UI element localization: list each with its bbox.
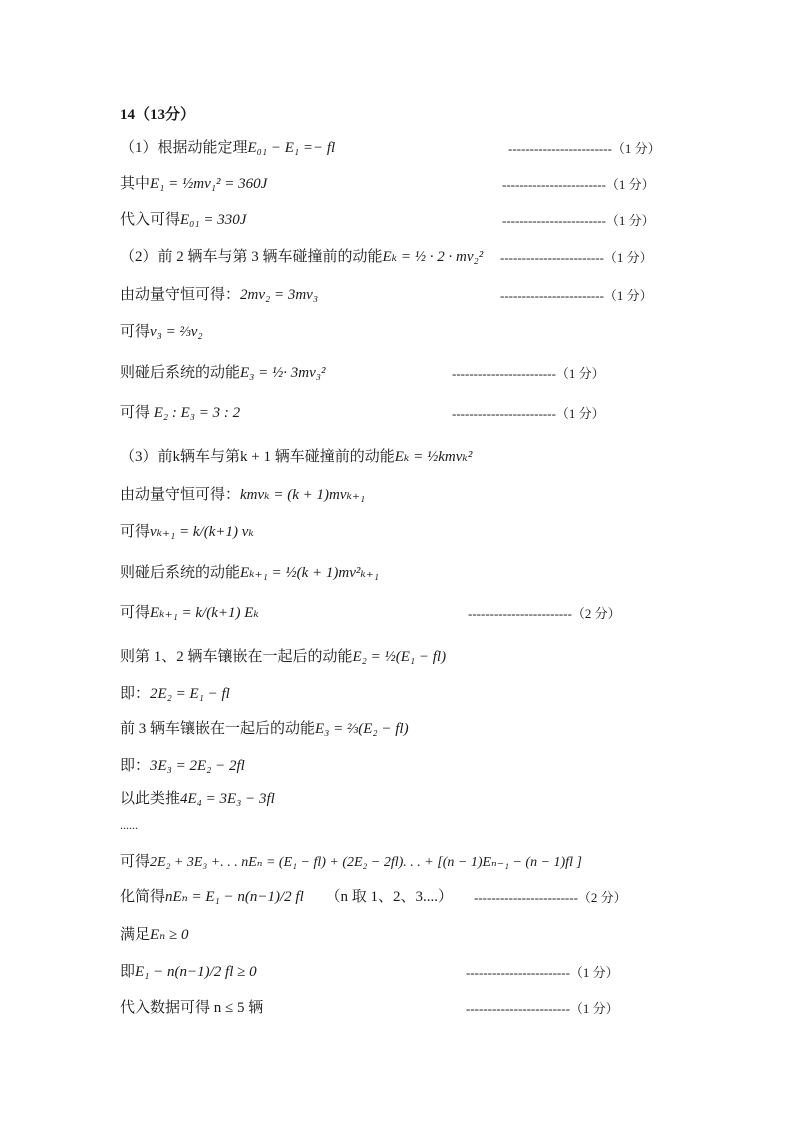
line-text: 代入数据可得 n ≤ 5 辆 [120, 1000, 264, 1016]
score-21: ------------------------（2 分） [474, 890, 627, 905]
line-text: 由动量守恒可得： [120, 287, 241, 303]
solution-line-12 [120, 561, 680, 582]
solution-line-16 [120, 717, 680, 738]
score-3: ------------------------（1 分） [502, 213, 655, 228]
line-text: 即 [120, 964, 136, 980]
line-math: E₁ = ½mv₁² = 360J [150, 176, 268, 192]
line-math: E₀₁ − E₁ =− fl [247, 140, 336, 156]
line-math: Eₖ = ½ · 2 · mv₂² [382, 249, 484, 265]
line-text: 代入可得 [120, 212, 181, 228]
line-text: （3）前k辆车与第k + 1 辆车碰撞前的动能 [120, 449, 395, 465]
line-math: nEₙ = E₁ − n(n−1)/2 fl [165, 889, 304, 905]
line-math: v₃ = ⅔v₂ [150, 324, 203, 340]
line-text: 则第 1、2 辆车镶嵌在一起后的动能 [120, 649, 353, 665]
line-text: （2）前 2 辆车与第 3 辆车碰撞前的动能 [120, 249, 383, 265]
line-text: 可得 [120, 854, 151, 870]
score-8: ------------------------（1 分） [452, 406, 605, 421]
solution-line-15 [120, 682, 680, 703]
line-text: 则碰后系统的动能 [120, 565, 241, 581]
line-math: 3E₃ = 2E₂ − 2fl [150, 758, 245, 774]
line-math: E₃ = ½· 3mv₃² [240, 365, 326, 381]
line-math: Eₙ ≥ 0 [150, 927, 189, 943]
solution-line-6 [120, 320, 680, 341]
line-text: 化简得 [120, 889, 166, 905]
n-range-note: （n 取 1、2、3....） [325, 889, 454, 905]
line-text: 可得 [120, 524, 151, 540]
score-24: ------------------------（1 分） [466, 1001, 619, 1016]
line-text: 可得 [120, 405, 154, 421]
line-math: 2E₂ = E₁ − fl [150, 686, 230, 702]
score-13: ------------------------（2 分） [468, 606, 621, 621]
line-math: Eₖ₊₁ = k/(k+1) Eₖ [150, 605, 259, 621]
solution-line-22 [120, 923, 680, 944]
line-text: 以此类推 [120, 791, 181, 807]
score-1: ------------------------（1 分） [508, 141, 661, 156]
solution-line-19 [120, 818, 680, 833]
line-text: 可得 [120, 605, 151, 621]
line-math: E₂ = ½(E₁ − fl) [352, 649, 447, 665]
score-2: ------------------------（1 分） [502, 177, 655, 192]
title: 14（13分） [120, 107, 196, 123]
solution-line-18 [120, 787, 680, 808]
line-text: 即： [120, 758, 151, 774]
line-text: 即： [120, 686, 151, 702]
line-math: Eₖ₊₁ = ½(k + 1)mv²ₖ₊₁ [240, 565, 380, 581]
line-math: kmvₖ = (k + 1)mvₖ₊₁ [240, 487, 366, 503]
line-math: 4E₄ = 3E₃ − 3fl [180, 791, 275, 807]
line-math: E₂ : E₃ = 3 : 2 [153, 405, 241, 421]
line-text: 可得 [120, 324, 151, 340]
line-text: 由动量守恒可得： [120, 487, 241, 503]
line-text: ...... [120, 818, 138, 832]
score-23: ------------------------（1 分） [466, 965, 619, 980]
solution-line-11 [120, 520, 680, 541]
line-math: Eₖ = ½kmvₖ² [394, 449, 473, 465]
line-math: vₖ₊₁ = k/(k+1) vₖ [150, 524, 254, 540]
line-math: 2mv₂ = 3mv₃ [240, 287, 319, 303]
solution-line-14 [120, 645, 680, 666]
solution-line-17 [120, 754, 680, 775]
line-text: （1）根据动能定理 [120, 140, 248, 156]
solution-line-9 [120, 445, 680, 466]
solution-line-10 [120, 483, 680, 504]
line-text: 前 3 辆车镶嵌在一起后的动能 [120, 721, 316, 737]
line-math: E₃ = ⅔(E₂ − fl) [315, 721, 409, 737]
solution-line-20 [120, 850, 720, 871]
line-text: 满足 [120, 927, 151, 943]
line-math: E₀₁ = 330J [180, 212, 247, 228]
line-math: E₁ − n(n−1)/2 fl ≥ 0 [135, 964, 257, 980]
line-text: 则碰后系统的动能 [120, 365, 241, 381]
line-text: 其中 [120, 176, 151, 192]
score-5: ------------------------（1 分） [500, 288, 653, 303]
score-7: ------------------------（1 分） [452, 366, 605, 381]
line-math: 2E₂ + 3E₃ +. . . nEₙ = (E₁ − fl) + (2E₂ − 2fl). . . + [(n − 1)Eₙ₋₁ − (n − 1)fl ] [150, 855, 582, 870]
score-4: ------------------------（1 分） [500, 250, 653, 265]
